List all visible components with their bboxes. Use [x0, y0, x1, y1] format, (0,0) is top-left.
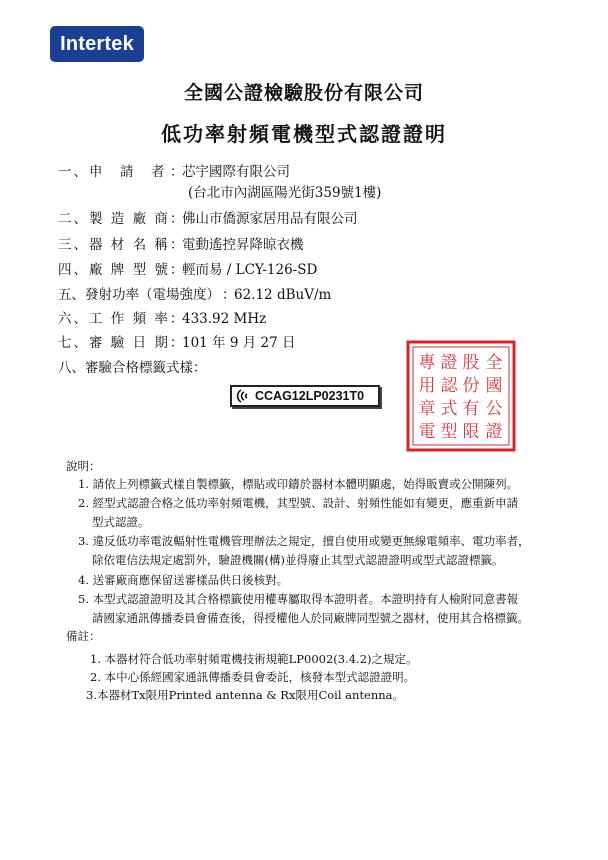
field-value: 101 年 9 月 27 日 [182, 335, 296, 351]
field-equipment-name: 三、器 材 名 稱：電動遙控昇降晾衣機 [58, 233, 304, 253]
field-label: 五、發射功率（電場強度） [58, 287, 220, 303]
field-label: 七、審 驗 日 期 [58, 335, 170, 351]
document-title: 低功率射頻電機型式認證證明 [161, 122, 447, 146]
svg-text:股: 股 [462, 353, 480, 373]
field-label: 六、工 作 頻 率 [58, 311, 170, 327]
radio-waves-icon [236, 389, 252, 403]
svg-text:全: 全 [485, 353, 503, 373]
certification-mark [230, 385, 380, 407]
note-item: 1. 請依上列標籤式樣自製標籤，標貼或印鑄於器材本體明顯處，始得販賣或公開陳列。 [78, 477, 519, 491]
field-applicant: 一、申 請 者 ：芯宇國際有限公司 [58, 160, 290, 180]
field-value: 433.92 MHz [182, 311, 267, 327]
field-value: 輕而易 / LCY-126-SD [182, 262, 318, 278]
svg-text:國: 國 [485, 376, 503, 396]
note-item: 型式認證。 [92, 515, 150, 529]
note-item: 4. 送審廠商應保留送審樣品供日後核對。 [78, 573, 289, 587]
field-manufacturer: 二、製 造 廠 商：佛山市僑源家居用品有限公司 [58, 207, 358, 227]
company-name: 全國公證檢驗股份有限公司 [183, 82, 424, 104]
notes-title: 說明： [66, 459, 101, 473]
svg-text:式: 式 [440, 399, 458, 419]
field-label: 四、廠 牌 型 號 [58, 262, 170, 278]
svg-text:電: 電 [418, 422, 436, 442]
field-value: 芯宇國際有限公司 [182, 164, 290, 180]
field-value: 佛山市僑源家居用品有限公司 [182, 211, 358, 227]
field-label: 三、器 材 名 稱 [58, 237, 170, 253]
intertek-logo [50, 26, 144, 62]
note-item: 2. 經型式認證合格之低功率射頻電機，其型號、設計、射頻性能如有變更，應重新申請 [78, 496, 519, 510]
remark-item: 2. 本中心係經國家通訊傳播委員會委託，核發本型式認證證明。 [90, 670, 416, 684]
svg-text:用: 用 [418, 376, 436, 396]
svg-text:型: 型 [440, 422, 458, 442]
note-item: 除依電信法規定處罰外，驗證機關(構)並得廢止其型式認證證明或型式認證標籤。 [92, 553, 504, 567]
logo-text: Intertek [60, 32, 134, 55]
field-label: 一、申 請 者 [58, 164, 167, 180]
field-approval-date: 七、審 驗 日 期：101 年 9 月 27 日 [58, 331, 296, 351]
field-value: 電動遙控昇降晾衣機 [182, 237, 304, 253]
svg-text:份: 份 [462, 376, 480, 396]
applicant-address: (台北市內湖區陽光街359號1樓) [188, 185, 382, 201]
remark-item: 3.本器材Tx限用Printed antenna & Rx限用Coil antenna。 [86, 688, 405, 702]
remark-item: 1. 本器材符合低功率射頻電機技術規範LP0002(3.4.2)之規定。 [90, 652, 418, 666]
field-brand-model: 四、廠 牌 型 號：輕而易 / LCY-126-SD [58, 258, 317, 278]
field-transmit-power: 五、發射功率（電場強度） ：62.12 dBuV/m [58, 283, 331, 303]
official-seal [404, 338, 518, 454]
svg-text:證: 證 [485, 422, 503, 442]
svg-text:有: 有 [462, 399, 480, 419]
field-frequency: 六、工 作 頻 率：433.92 MHz [58, 307, 266, 327]
note-item: 3. 違反低功率電波輻射性電機管理辦法之規定，擅自使用或變更無線電頻率、電功率者， [78, 534, 530, 548]
remarks-title: 備註： [66, 629, 101, 643]
svg-text:章: 章 [418, 399, 436, 419]
svg-text:證: 證 [440, 353, 458, 373]
svg-text:限: 限 [462, 422, 480, 442]
note-item: 5. 本型式認證證明及其合格標籤使用權專屬取得本證明者。本證明持有人檢附同意書報 [78, 592, 519, 606]
field-label: 八、審驗合格標籤式樣： [58, 360, 207, 376]
field-value: 62.12 dBuV/m [234, 287, 332, 303]
certification-mark-text: CCAG12LP0231T0 [255, 389, 365, 403]
field-label-sample [58, 356, 209, 376]
field-label: 二、製 造 廠 商 [58, 211, 170, 227]
note-item: 請國家通訊傳播委員會備查後，得授權他人於同廠牌同型號之器材，使用其合格標籤。 [92, 611, 529, 625]
svg-text:專: 專 [418, 353, 436, 373]
svg-text:認: 認 [440, 376, 458, 396]
svg-text:公: 公 [485, 399, 503, 419]
